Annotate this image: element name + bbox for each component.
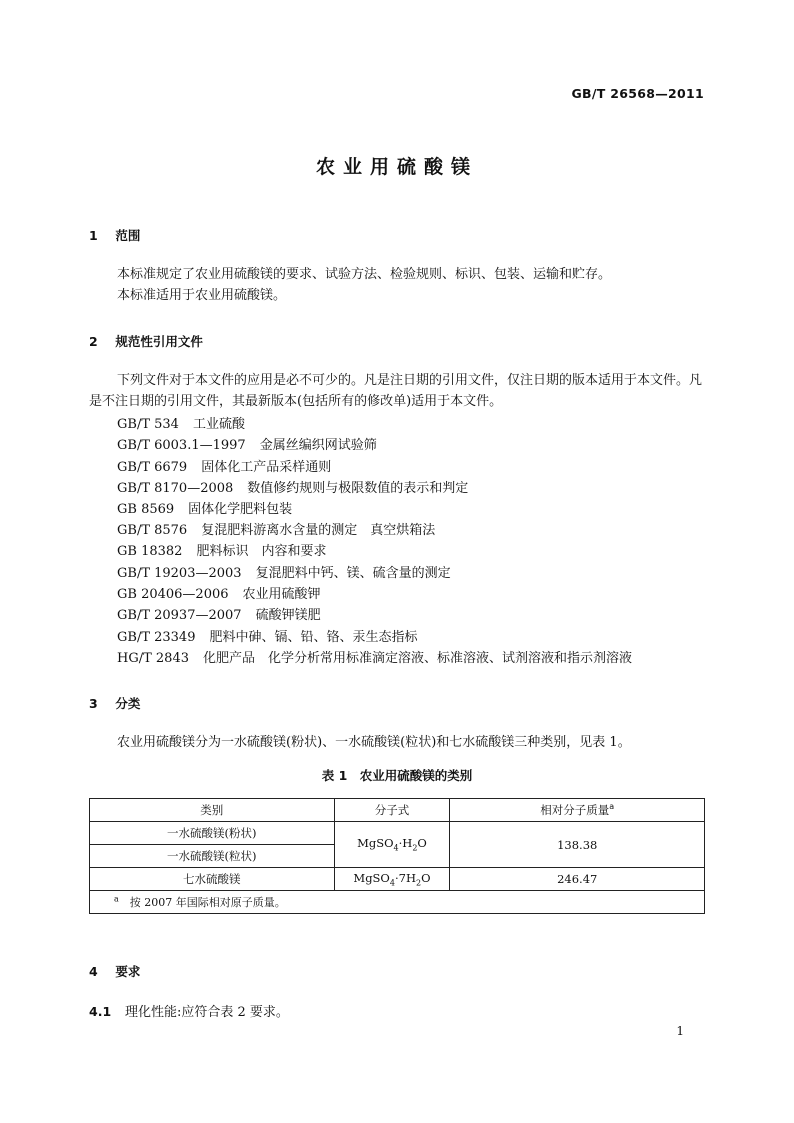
section-number: 3: [89, 696, 98, 711]
formula-cell: $MgSO_4\cdot H_2O$: [334, 822, 450, 868]
reference-code: GB 18382: [117, 544, 183, 559]
reference-code: GB/T 8576: [117, 523, 188, 538]
section-title: 规范性引用文件: [115, 334, 203, 349]
header-molecular-weight: [450, 799, 705, 822]
reference-item: [117, 456, 331, 475]
reference-title: 复混肥料游离水含量的测定 真空烘箱法: [201, 523, 436, 538]
table-footnote: [90, 891, 705, 914]
reference-code: GB/T 6003.1—1997: [117, 438, 246, 453]
subsection-number: 4.1: [89, 1004, 112, 1019]
table-1-caption: 表 1 农业用硫酸镁的类别: [321, 768, 473, 783]
reference-code: GB/T 19203—2003: [117, 566, 242, 581]
reference-title: 复混肥料中钙、镁、硫含量的测定: [255, 566, 451, 581]
formula-cell: $MgSO_4\cdot 7H_2O$: [334, 868, 450, 891]
section-number: 1: [89, 228, 98, 243]
section-title: 范围: [115, 228, 141, 243]
reference-item: [117, 413, 245, 432]
section-title: 要求: [115, 964, 141, 979]
reference-title: 肥料中砷、镉、铅、铬、汞生态指标: [209, 630, 418, 645]
reference-title: 化肥产品 化学分析常用标准滴定溶液、标准溶液、试剂溶液和指示剂溶液: [203, 651, 633, 666]
footnote-marker: a: [114, 894, 119, 904]
reference-item: [117, 604, 321, 623]
section-4-heading: [89, 962, 140, 980]
table-note-row: [90, 891, 705, 914]
reference-item: [117, 519, 435, 538]
molecular-weight-cell: 246.47: [450, 868, 705, 891]
section-1-heading: [89, 226, 140, 244]
table-row: [90, 868, 705, 891]
reference-title: 固体化学肥料包装: [188, 502, 293, 517]
reference-code: GB/T 20937—2007: [117, 608, 242, 623]
reference-item: [117, 626, 418, 645]
section-title: 分类: [115, 696, 141, 711]
reference-item: [117, 562, 451, 581]
subsection-4-1: [89, 1001, 289, 1020]
reference-code: GB/T 534: [117, 417, 179, 432]
header-category: 类别: [90, 799, 335, 822]
reference-title: 工业硫酸: [192, 417, 245, 432]
section-number: 4: [89, 964, 98, 979]
reference-code: GB 8569: [117, 502, 175, 517]
reference-title: 金属丝编织网试验筛: [259, 438, 377, 453]
category-cell: 七水硫酸镁: [90, 868, 335, 891]
footnote-marker: a: [609, 802, 615, 812]
header-formula: 分子式: [334, 799, 450, 822]
subsection-text: 理化性能:应符合表 2 要求。: [125, 1005, 289, 1020]
molecular-weight-cell: 138.38: [450, 822, 705, 868]
reference-title: 硫酸钾镁肥: [255, 608, 321, 623]
reference-title: 肥料标识 内容和要求: [196, 544, 327, 559]
reference-code: GB/T 8170—2008: [117, 481, 234, 496]
classification-paragraph: 农业用硫酸镁分为一水硫酸镁(粉状)、一水硫酸镁(粒状)和七水硫酸镁三种类别，见表 1。: [117, 735, 631, 750]
reference-item: [117, 434, 377, 453]
normative-references-intro: 下列文件对于本文件的应用是必不可少的。凡是注日期的引用文件，仅注日期的版本适用于本文件。凡是不注日期的引用文件，其最新版本(包括所有的修改单)适用于本文件。: [89, 373, 703, 409]
footnote-text: 按 2007 年国际相对原子质量。: [129, 896, 286, 909]
reference-title: 数值修约规则与极限数值的表示和判定: [247, 481, 469, 496]
reference-code: HG/T 2843: [117, 651, 189, 666]
section-number: 2: [89, 334, 98, 349]
reference-item: [117, 540, 326, 559]
reference-item: [117, 647, 632, 666]
header-molecular-weight-label: 相对分子质量: [540, 803, 610, 817]
table-1: [89, 798, 705, 914]
category-cell: 一水硫酸镁(粉状): [90, 822, 335, 845]
document-title: 农业用硫酸镁: [315, 156, 478, 178]
reference-title: 固体化工产品采样通则: [201, 460, 332, 475]
standard-code: GB/T 26568—2011: [571, 86, 704, 101]
section-3-heading: [89, 694, 140, 712]
reference-code: GB 20406—2006: [117, 587, 229, 602]
reference-item: [117, 477, 468, 496]
category-cell: 一水硫酸镁(粒状): [90, 845, 335, 868]
section-2-heading: [89, 332, 203, 350]
scope-paragraph-1: 本标准规定了农业用硫酸镁的要求、试验方法、检验规则、标识、包装、运输和贮存。: [117, 267, 612, 282]
table-header-row: [90, 799, 705, 822]
scope-paragraph-2: 本标准适用于农业用硫酸镁。: [117, 288, 287, 303]
reference-title: 农业用硫酸钾: [242, 587, 321, 602]
reference-code: GB/T 23349: [117, 630, 196, 645]
reference-item: [117, 583, 321, 602]
table-row: [90, 822, 705, 845]
reference-code: GB/T 6679: [117, 460, 188, 475]
page-number: 1: [676, 1024, 684, 1038]
reference-item: [117, 498, 292, 517]
